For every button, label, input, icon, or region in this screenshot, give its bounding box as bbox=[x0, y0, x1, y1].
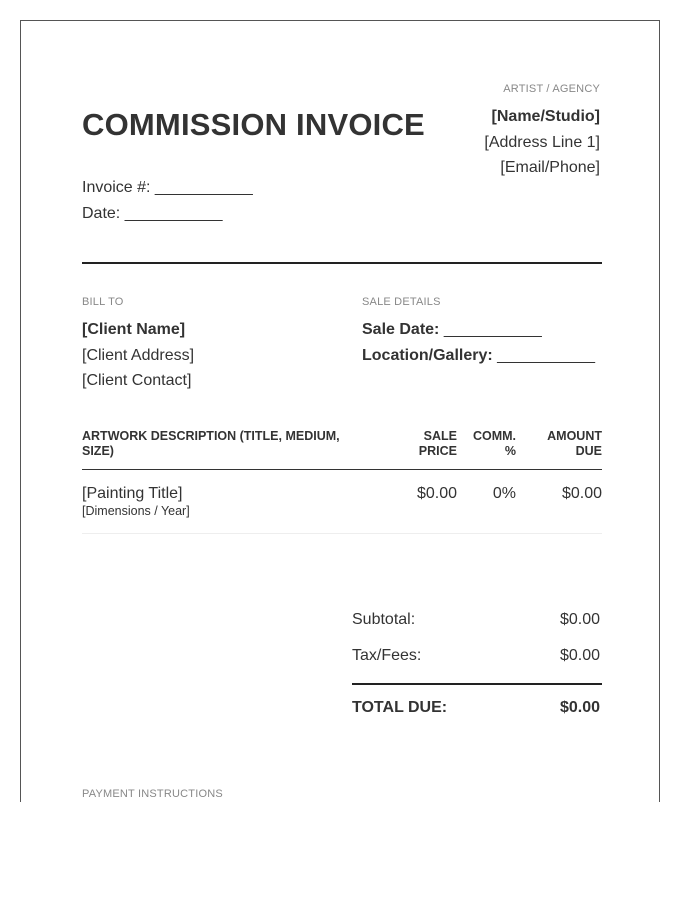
table-row-divider bbox=[82, 533, 602, 534]
table-header-divider bbox=[82, 469, 602, 470]
artist-name: [Name/Studio] bbox=[491, 108, 600, 125]
sale-date-label: Sale Date: bbox=[362, 321, 440, 338]
artist-address: [Address Line 1] bbox=[484, 133, 600, 151]
row-artwork-details: [Dimensions / Year] bbox=[82, 504, 190, 518]
col-header-commission: COMM. % bbox=[472, 429, 516, 458]
sale-date-line bbox=[362, 317, 612, 343]
total-due-label: TOTAL DUE: bbox=[352, 699, 448, 716]
invoice-title: COMMISSION INVOICE bbox=[82, 107, 425, 142]
client-address: [Client Address] bbox=[82, 346, 195, 364]
bill-to-block bbox=[82, 296, 332, 394]
sale-details-label: SALE DETAILS bbox=[362, 296, 441, 308]
artist-block bbox=[340, 83, 600, 181]
artist-contact: [Email/Phone] bbox=[500, 159, 600, 176]
tax-value: $0.00 bbox=[559, 647, 600, 664]
total-due-value: $0.00 bbox=[559, 699, 600, 716]
subtotal-value: $0.00 bbox=[559, 611, 600, 628]
client-name: [Client Name] bbox=[82, 321, 186, 338]
invoice-date-line: Date: ___________ bbox=[82, 205, 223, 222]
client-contact: [Client Contact] bbox=[82, 372, 192, 389]
artist-label: ARTIST / AGENCY bbox=[503, 83, 600, 95]
payment-instructions-label: PAYMENT INSTRUCTIONS bbox=[82, 788, 223, 800]
header-divider bbox=[82, 262, 602, 264]
col-header-sale-price: SALE PRICE bbox=[418, 429, 457, 458]
tax-label: Tax/Fees: bbox=[352, 647, 422, 664]
col-header-description: ARTWORK DESCRIPTION (TITLE, MEDIUM, SIZE) bbox=[82, 429, 340, 458]
invoice-number-line: Invoice #: ___________ bbox=[82, 179, 253, 196]
subtotal-label: Subtotal: bbox=[352, 611, 416, 628]
bill-to-label: BILL TO bbox=[82, 296, 124, 308]
location-value: ___________ bbox=[497, 346, 596, 364]
row-sale-price: $0.00 bbox=[416, 485, 457, 502]
invoice-page bbox=[20, 20, 660, 802]
total-divider bbox=[352, 683, 602, 685]
location-line bbox=[362, 343, 612, 369]
location-label: Location/Gallery: bbox=[362, 346, 493, 364]
sale-date-value: ___________ bbox=[443, 321, 542, 338]
col-header-amount-due: AMOUNT DUE bbox=[547, 429, 602, 458]
row-artwork-title: [Painting Title] bbox=[82, 485, 183, 502]
sale-details-block bbox=[362, 296, 612, 368]
row-amount-due: $0.00 bbox=[561, 485, 602, 502]
row-commission: 0% bbox=[492, 485, 516, 502]
